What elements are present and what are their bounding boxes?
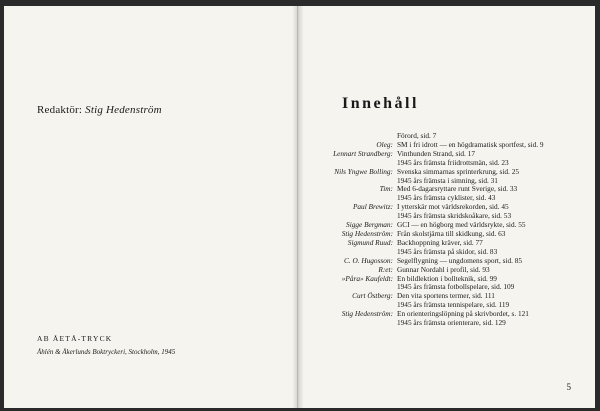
toc-author: Stig Hedenström: bbox=[341, 309, 393, 319]
page-number: 5 bbox=[566, 382, 571, 392]
toc-author: R:et: bbox=[378, 264, 393, 274]
toc-text: 1945 års främsta skridskoåkare, sid. 53 bbox=[397, 211, 512, 221]
toc-text: 1945 års främsta fotbollspelare, sid. 109 bbox=[397, 282, 515, 292]
toc-text: GCI — en högborg med världsrykte, sid. 55 bbox=[397, 220, 526, 230]
toc-text: Vinthunden Strand, sid. 17 bbox=[397, 148, 475, 158]
toc-author: Oleg: bbox=[376, 139, 393, 149]
toc-author: Paul Brewitz: bbox=[352, 202, 393, 212]
toc-author: Curt Östberg: bbox=[352, 291, 393, 301]
toc-text: Den vita sportens termer, sid. 111 bbox=[397, 291, 495, 301]
printer-imprint: Åhlén & Åkerlunds Boktryckeri, Stockholm, 1945 bbox=[37, 348, 176, 356]
editor-label: Redaktör: bbox=[37, 104, 83, 116]
toc-text: Gunnar Nordahl i profil, sid. 93 bbox=[397, 264, 490, 274]
book-gutter bbox=[292, 6, 304, 408]
toc-author: Lennart Strandberg: bbox=[333, 148, 393, 158]
toc-text: En orienteringslöpning på skrivbordet, s. 121 bbox=[397, 309, 529, 319]
toc-title: Innehåll bbox=[342, 95, 419, 112]
toc-text: 1945 års främsta cyklister, sid. 43 bbox=[397, 193, 496, 203]
toc-text: Med 6-dagarsryttare runt Sverige, sid. 33 bbox=[397, 184, 518, 194]
toc-text: En bildlektion i bollteknik, sid. 99 bbox=[397, 273, 497, 283]
toc-author: Tim: bbox=[379, 184, 393, 194]
toc-text: 1945 års främsta i simning, sid. 31 bbox=[397, 175, 498, 185]
toc-author: Stig Hedenström: bbox=[341, 228, 393, 238]
toc-text: 1945 års främsta tennispelare, sid. 119 bbox=[397, 300, 510, 310]
toc-author: Nils Yngwe Bolling: bbox=[334, 166, 393, 176]
left-page bbox=[4, 6, 298, 408]
toc-text: Från skolstjärna till skidkung, sid. 63 bbox=[397, 228, 506, 238]
toc-author: Sigge Bergman: bbox=[346, 220, 393, 230]
toc-text: 1945 års främsta orienterare, sid. 129 bbox=[397, 318, 506, 328]
toc-text: Segelflygning — ungdomens sport, sid. 85 bbox=[397, 255, 523, 265]
right-page bbox=[298, 6, 595, 408]
toc-text: Förord, sid. 7 bbox=[397, 131, 437, 140]
toc-text: Backhoppning kräver, sid. 77 bbox=[397, 237, 483, 247]
toc-author: »Påra» Kaufeldt: bbox=[341, 273, 393, 283]
editor-credit bbox=[37, 104, 162, 116]
toc-text: I ytterskär mot världsrekorden, sid. 45 bbox=[397, 202, 509, 212]
toc-text: SM i fri idrott — en högdramatisk sportfest, sid. 9 bbox=[397, 139, 544, 149]
toc-author bbox=[306, 319, 397, 328]
editor-name: Stig Hedenström bbox=[85, 104, 162, 116]
printer-name: AB ÅETÅ-TRYCK bbox=[37, 334, 113, 343]
toc-text: Svenska simmarnas sprinterkrung, sid. 25 bbox=[397, 166, 520, 176]
toc-author: C. O. Hugosson: bbox=[343, 255, 393, 265]
toc-text: 1945 års främsta friidrottsmän, sid. 23 bbox=[397, 157, 509, 167]
toc-author: Sigmund Ruud: bbox=[347, 237, 393, 247]
toc-entry bbox=[306, 319, 588, 328]
toc-text: 1945 års främsta på skidor, sid. 83 bbox=[397, 246, 498, 256]
table-of-contents bbox=[306, 132, 588, 328]
